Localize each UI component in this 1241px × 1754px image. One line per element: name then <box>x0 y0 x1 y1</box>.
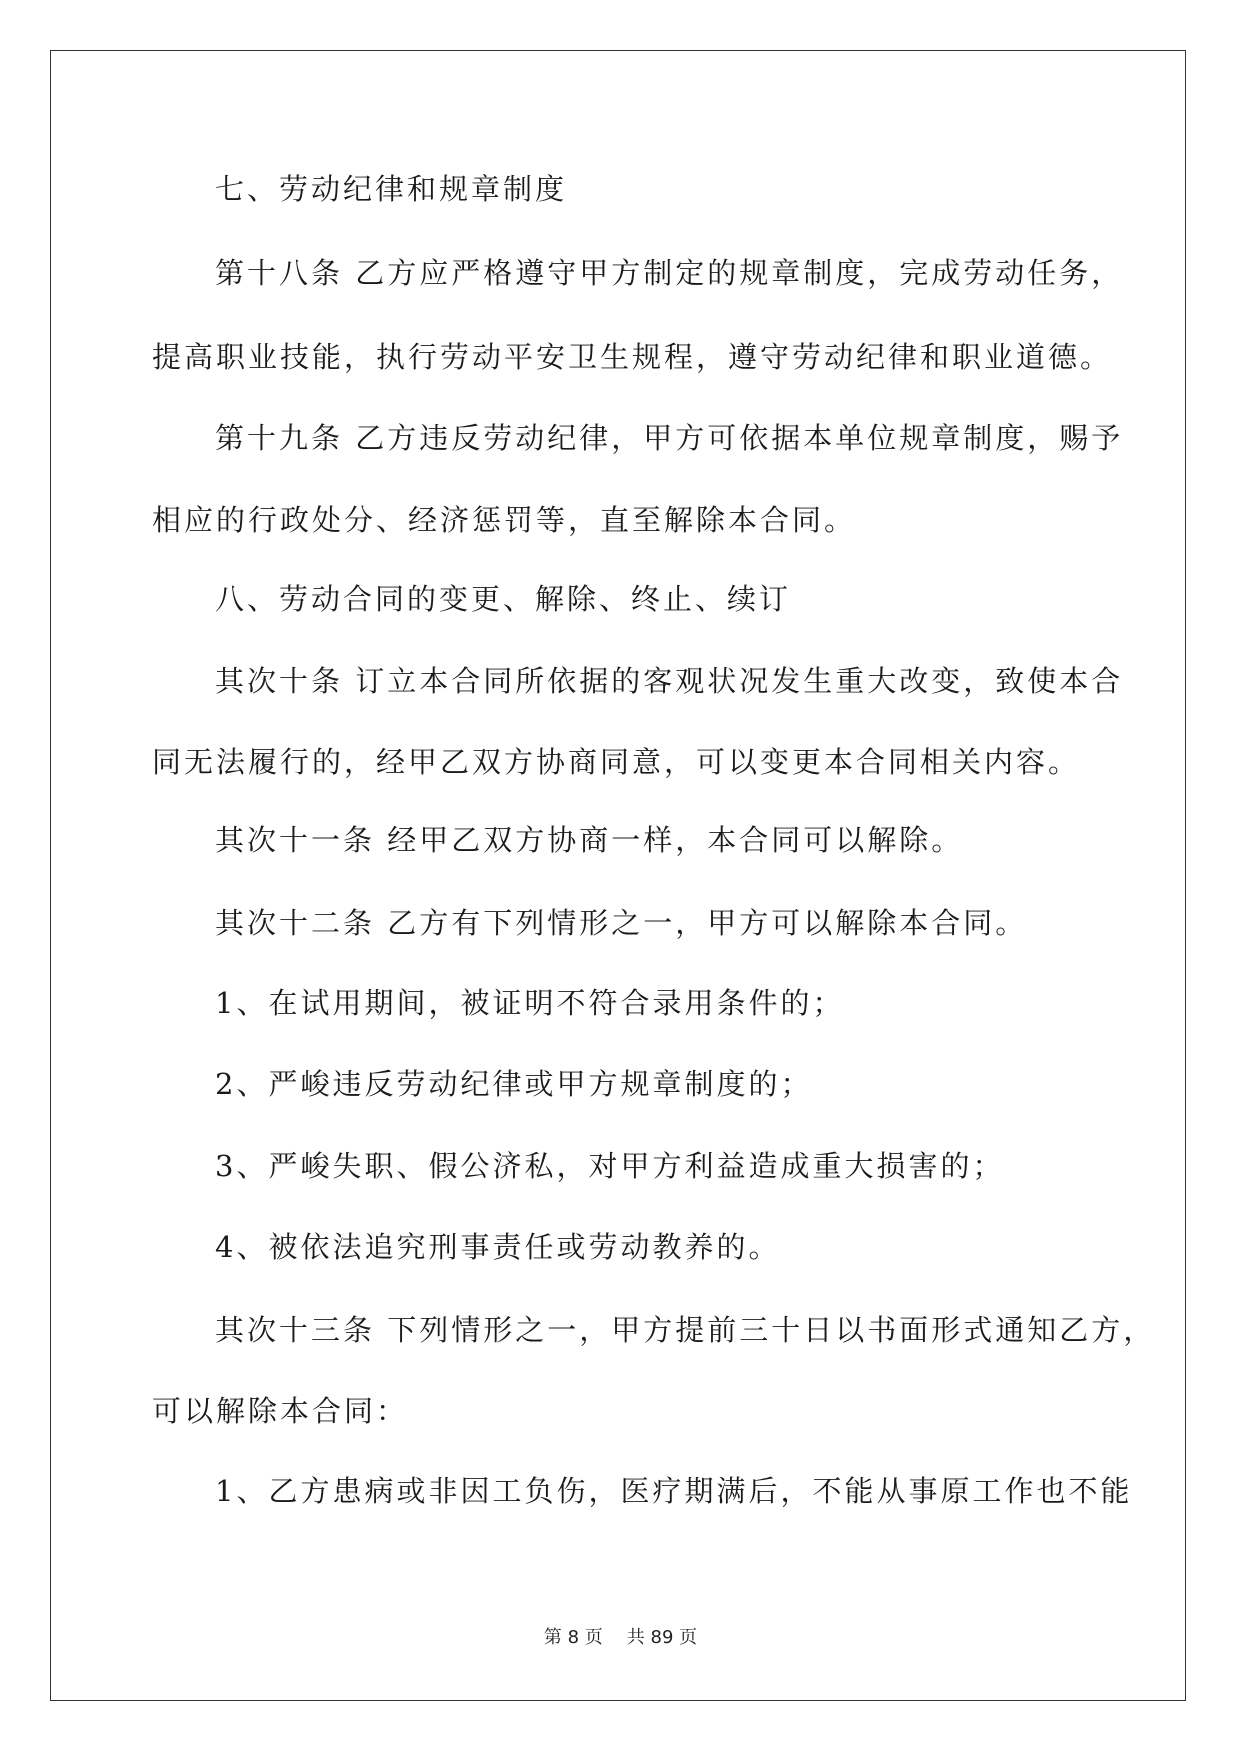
paragraph-line: 提高职业技能，执行劳动平安卫生规程，遵守劳动纪律和职业道德。 <box>152 340 1113 374</box>
page-number: 第 8 页 <box>543 1627 603 1648</box>
paragraph-line: 同无法履行的，经甲乙双方协商同意，可以变更本合同相关内容。 <box>152 745 1081 779</box>
list-item: 3、严峻失职、假公济私，对甲方利益造成重大损害的； <box>215 1149 1005 1183</box>
page-footer <box>0 1623 1241 1649</box>
section-heading: 八、劳动合同的变更、解除、终止、续订 <box>215 582 792 616</box>
list-item: 4、被依法追究刑事责任或劳动教养的。 <box>215 1230 781 1264</box>
paragraph-line: 相应的行政处分、经济惩罚等，直至解除本合同。 <box>152 503 857 537</box>
paragraph-line: 第十八条 乙方应严格遵守甲方制定的规章制度，完成劳动任务， <box>215 256 1124 290</box>
list-item: 2、严峻违反劳动纪律或甲方规章制度的； <box>215 1067 813 1101</box>
paragraph-line: 第十九条 乙方违反劳动纪律，甲方可依据本单位规章制度，赐予 <box>215 421 1124 455</box>
paragraph-line: 其次十二条 乙方有下列情形之一，甲方可以解除本合同。 <box>215 906 1028 940</box>
page-total: 共 89 页 <box>626 1627 698 1648</box>
list-item: 1、乙方患病或非因工负伤，医疗期满后，不能从事原工作也不能 <box>215 1474 1133 1508</box>
section-heading: 七、劳动纪律和规章制度 <box>215 172 568 206</box>
paragraph-line: 其次十一条 经甲乙双方协商一样，本合同可以解除。 <box>215 823 964 857</box>
page-border <box>50 50 1186 1701</box>
paragraph-line: 其次十三条 下列情形之一，甲方提前三十日以书面形式通知乙方， <box>215 1313 1156 1347</box>
paragraph-line: 其次十条 订立本合同所依据的客观状况发生重大改变，致使本合 <box>215 664 1124 698</box>
paragraph-line: 可以解除本合同： <box>152 1394 409 1428</box>
list-item: 1、在试用期间，被证明不符合录用条件的； <box>215 986 845 1020</box>
